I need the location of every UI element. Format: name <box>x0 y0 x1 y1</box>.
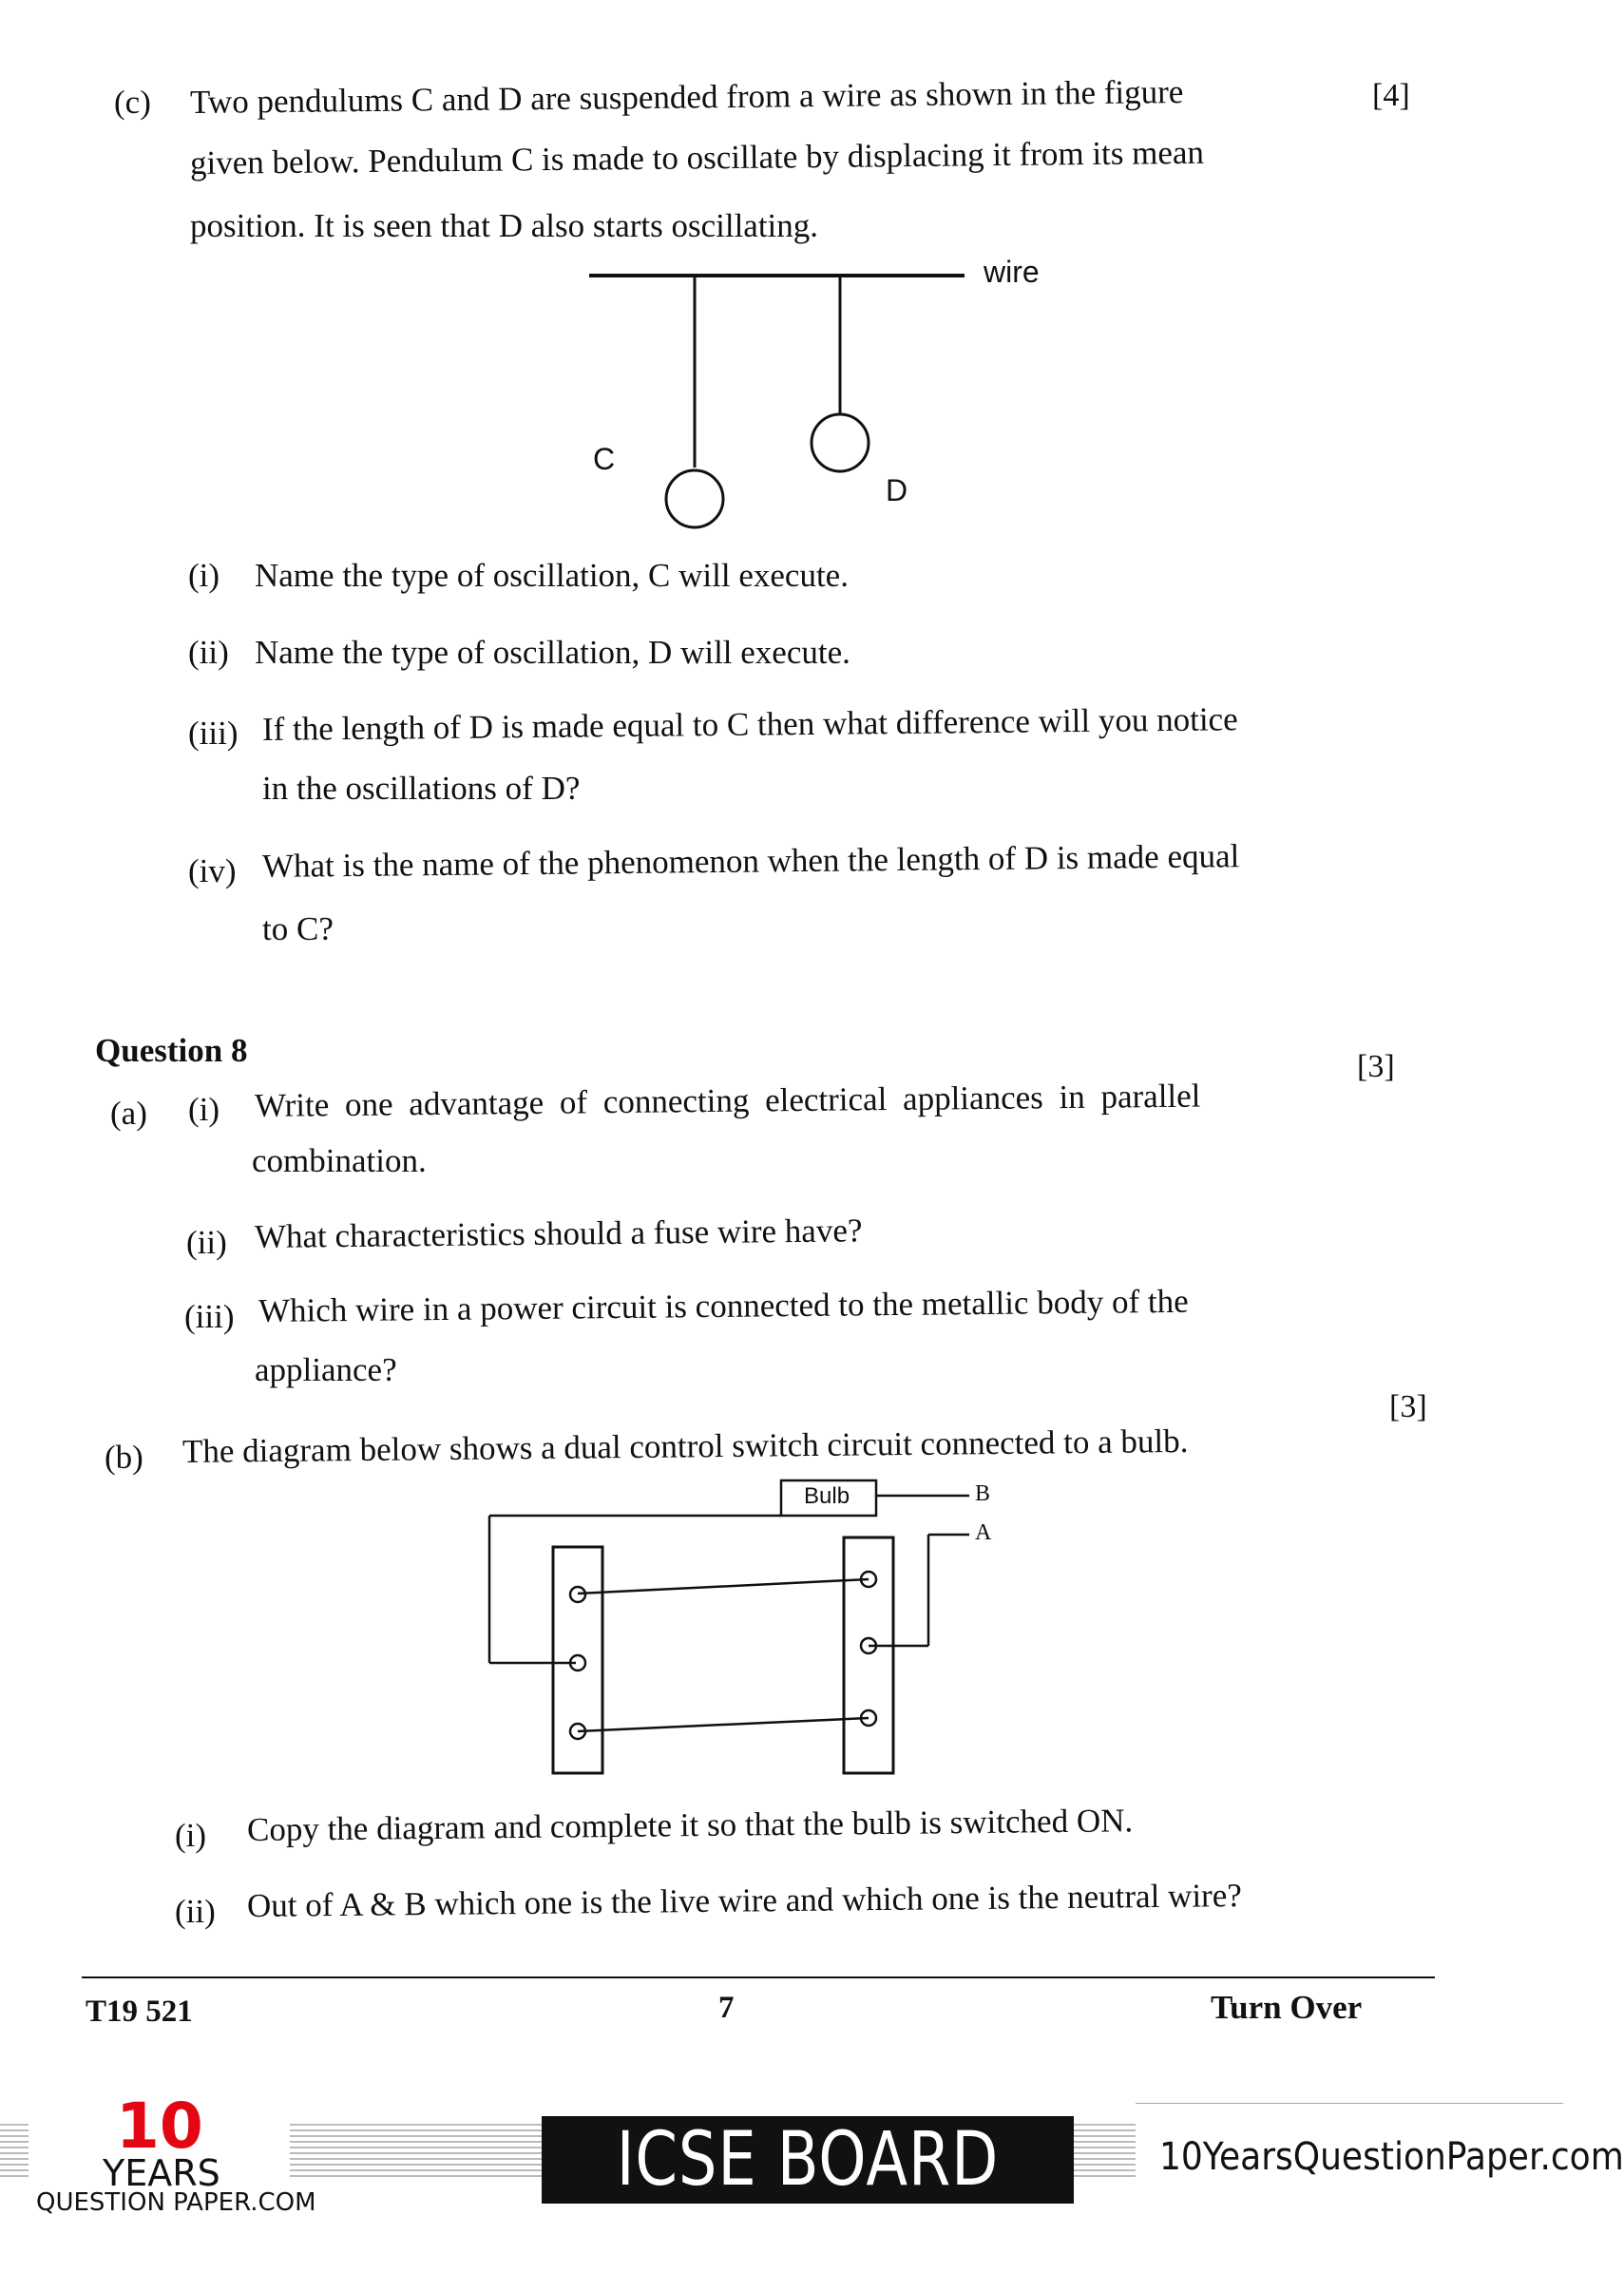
q8a-ii-num: (ii) <box>186 1224 227 1261</box>
pendulum-d-label: D <box>886 473 908 507</box>
q7c-ii-text: Name the type of oscillation, D will execute. <box>255 634 850 671</box>
q7c-iv-text: What is the name of the phenomenon when the length of D is made equal <box>261 837 1240 885</box>
q7c-iv-cont: to C? <box>262 910 334 947</box>
q7c-marks: [4] <box>1372 78 1410 113</box>
top-rule <box>1136 2103 1563 2104</box>
upper-link-wire <box>578 1579 869 1594</box>
bulb-label: Bulb <box>804 1483 850 1509</box>
logo-years: YEARS <box>103 2152 220 2194</box>
question-8-heading: Question 8 <box>95 1032 248 1069</box>
q8a-iii-num: (iii) <box>184 1298 235 1335</box>
q8b-text: The diagram below shows a dual control switch circuit connected to a bulb. <box>182 1422 1189 1470</box>
q8b-marks: [3] <box>1389 1389 1427 1424</box>
q8a-ii-text: What characteristics should a fuse wire have? <box>254 1212 863 1255</box>
q8b-ii-num: (ii) <box>175 1893 216 1930</box>
middle-stripes-left <box>290 2124 542 2177</box>
pendulum-d-bob <box>812 414 869 471</box>
lower-link-wire <box>578 1718 869 1731</box>
brand-banner <box>0 2090 1624 2290</box>
q8a-i-num: (i) <box>188 1091 220 1128</box>
q8b-label: (b) <box>105 1439 143 1476</box>
q8a-i-text: Write one advantage of connecting electrical appliances in parallel <box>254 1077 1201 1124</box>
q7c-line-2: given below. Pendulum C is made to oscillate by displacing it from its mean <box>189 133 1205 181</box>
q8a-i-cont: combination. <box>252 1142 427 1179</box>
q7c-i-num: (i) <box>188 557 220 594</box>
q7c-line-3: position. It is seen that D also starts oscillating. <box>190 207 819 244</box>
wire-b-label: B <box>975 1481 991 1506</box>
board-block <box>542 2116 1074 2290</box>
site-name: 10YearsQuestionPaper.com <box>1159 2135 1624 2179</box>
q8a-marks: [3] <box>1357 1049 1395 1084</box>
q8a-iii-cont: appliance? <box>255 1351 397 1388</box>
q7c-iii-num: (iii) <box>188 715 239 752</box>
dual-switch-circuit <box>475 1468 1007 1791</box>
q7c-iii-cont: in the oscillations of D? <box>262 770 581 807</box>
wire-a-label: A <box>975 1520 992 1545</box>
q7c-line-1: Two pendulums C and D are suspended from a wire as shown in the figure <box>189 73 1184 121</box>
q8b-i-num: (i) <box>175 1817 207 1854</box>
q7c-iii-text: If the length of D is made equal to C then what difference will you notice <box>261 700 1238 748</box>
wire-label: wire <box>984 255 1040 289</box>
q8b-i-text: Copy the diagram and complete it so that the bulb is switched ON. <box>246 1802 1134 1848</box>
q7c-i-text: Name the type of oscillation, C will execute. <box>255 557 849 594</box>
page-number: 7 <box>718 1991 735 2025</box>
paper-code: T19 521 <box>86 1995 193 2029</box>
board-title: ICSE BOARD X <box>616 2117 1000 2290</box>
left-terminal-top <box>570 1587 585 1602</box>
q7c-iv-num: (iv) <box>188 852 237 889</box>
left-stripes <box>0 2124 29 2177</box>
logo-number: 10 <box>116 2090 203 2163</box>
middle-stripes-right <box>1074 2124 1136 2177</box>
footer-rule <box>82 1976 1435 1978</box>
q8b-ii-text: Out of A & B which one is the live wire and which one is the neutral wire? <box>246 1877 1242 1924</box>
turn-over: Turn Over <box>1211 1989 1363 2026</box>
pendulum-c-bob <box>666 470 723 527</box>
q7c-label: (c) <box>114 84 151 121</box>
pendulum-c-label: C <box>593 442 616 476</box>
q7c-ii-num: (ii) <box>188 634 229 671</box>
q8a-iii-text: Which wire in a power circuit is connected to the metallic body of the <box>258 1282 1189 1329</box>
q8a-label: (a) <box>110 1095 147 1132</box>
logo-sub: QUESTION PAPER.COM <box>36 2188 316 2217</box>
